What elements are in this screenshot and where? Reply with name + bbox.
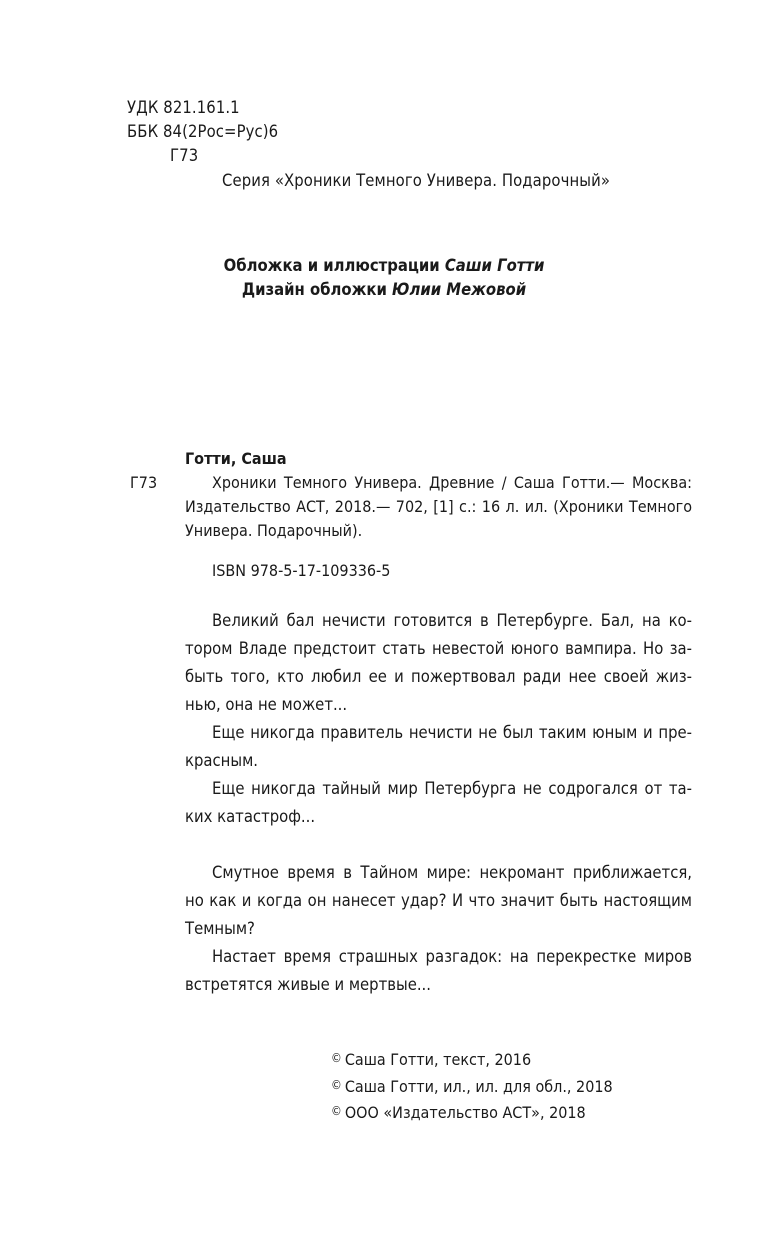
copyright-text: Саша Готти, текст, 2016 <box>344 1050 532 1069</box>
copyright-text: Саша Готти, ил., ил. для обл., 2018 <box>344 1076 613 1096</box>
copyright-text: ООО «Издательство АСТ», 2018 <box>344 1103 586 1122</box>
annotation-group-separator <box>185 831 692 859</box>
copyright-line <box>331 1046 613 1073</box>
annotation-paragraph: Настает время страшных разгадок: на перекрестке миров встретятся живые и мертвые... <box>185 947 692 994</box>
cip-author: Готти, Саша <box>185 449 287 468</box>
design-credit-line <box>0 278 768 302</box>
annotation-block <box>185 607 692 999</box>
design-credit-name: Юлии Межовой <box>392 280 527 299</box>
cip-body-row <box>130 471 692 543</box>
classification-block <box>127 96 610 193</box>
cip-description: Хроники Темного Универа. Древние / Саша Готти.— Москва: Издательство АСТ, 2018.— 702, [1] с.: 16 л. ил. (Хроники Темного Универа. Подарочный). <box>185 473 692 540</box>
copyright-line <box>331 1073 613 1100</box>
copyright-icon: © <box>331 1051 342 1065</box>
cover-credit-line <box>0 254 768 278</box>
udk-line: УДК 821.161.1 <box>127 98 240 117</box>
cip-record <box>130 447 692 543</box>
cover-credit-prefix: Обложка и иллюстрации <box>223 256 445 275</box>
copyright-icon: © <box>331 1077 342 1092</box>
series-line: Серия «Хроники Темного Универа. Подарочный» <box>222 171 610 190</box>
credits-block <box>0 254 768 302</box>
author-code-line: Г73 <box>170 146 199 165</box>
copyright-icon: © <box>331 1104 342 1118</box>
design-credit-prefix: Дизайн обложки <box>241 280 393 299</box>
isbn-line: ISBN 978-5-17-109336-5 <box>212 561 391 580</box>
annotation-paragraph: Смутное время в Тайном мире: некромант приближается, но как и когда он нанесет удар? И что значит быть настоящим Темным? <box>185 863 692 938</box>
bbk-line: ББК 84(2Рос=Рус)6 <box>127 122 279 141</box>
cover-credit-name: Саши Готти <box>444 256 545 275</box>
annotation-paragraph: Еще никогда правитель нечисти не был таким юным и прекрасным. <box>185 723 692 770</box>
copyright-line <box>331 1099 613 1126</box>
annotation-paragraph: Великий бал нечисти готовится в Петербурге. Бал, на котором Владе предстоит стать невестой юного вампира. Но забыть того, кто любил ее и пожертвовал ради нее своей жизнью, она не может... <box>185 611 692 714</box>
copyright-block <box>331 1046 613 1126</box>
annotation-paragraph: Еще никогда тайный мир Петербурга не содрогался от таких катастроф... <box>185 779 692 826</box>
cip-shelf-label: Г73 <box>130 473 158 492</box>
